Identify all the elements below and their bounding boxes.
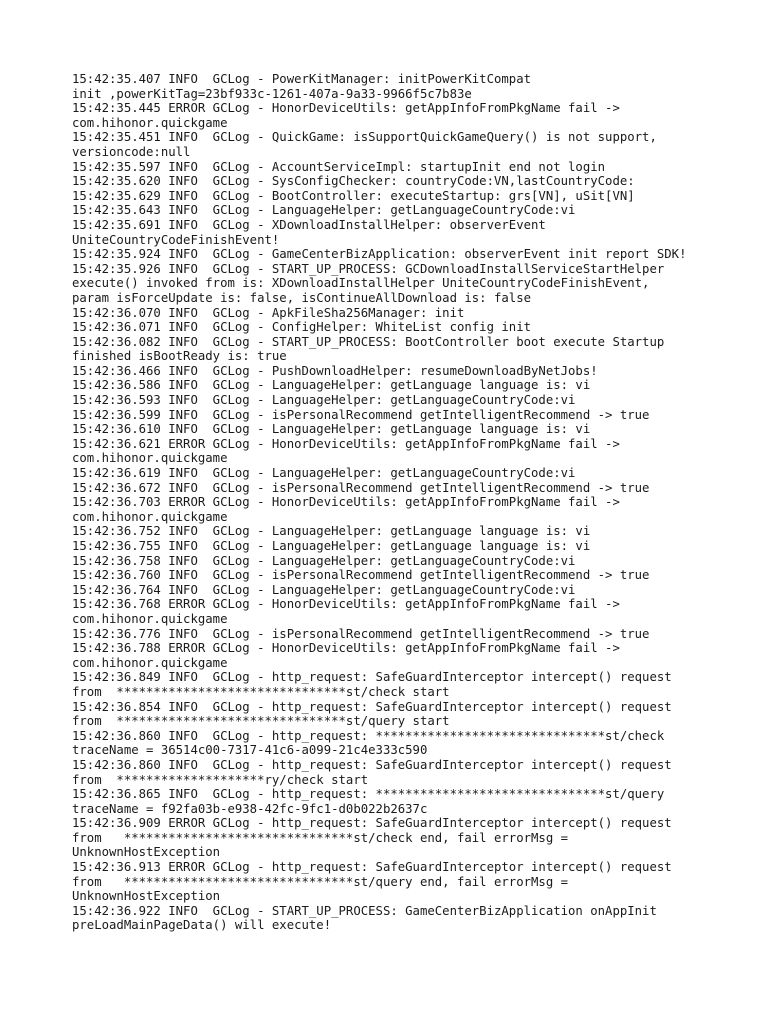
log-line: 15:42:36.071 INFO GCLog - ConfigHelper: WhiteList config init (72, 320, 532, 335)
log-line: 15:42:36.865 INFO GCLog - http_request: *******************************st/query (72, 787, 665, 802)
log-line: 15:42:35.629 INFO GCLog - BootController: executeStartup: grs[VN], uSit[VN] (72, 188, 635, 203)
log-line: 15:42:36.752 INFO GCLog - LanguageHelper: getLanguage language is: vi (72, 524, 591, 539)
log-line: param isForceUpdate is: false, isContinueAllDownload is: false (72, 290, 532, 305)
log-line: preLoadMainPageData() will execute! (72, 918, 332, 933)
log-line: 15:42:36.758 INFO GCLog - LanguageHelper: getLanguageCountryCode:vi (72, 553, 576, 568)
log-line: 15:42:36.466 INFO GCLog - PushDownloadHelper: resumeDownloadByNetJobs! (72, 363, 598, 378)
log-line: from *******************************st/check start (72, 684, 450, 699)
log-line: 15:42:36.586 INFO GCLog - LanguageHelper: getLanguage language is: vi (72, 378, 591, 393)
log-line: com.hihonor.quickgame (72, 509, 228, 524)
log-line: 15:42:36.621 ERROR GCLog - HonorDeviceUtils: getAppInfoFromPkgName fail -> (72, 436, 620, 451)
log-line: from *******************************st/query end, fail errorMsg = (72, 874, 569, 889)
log-line: 15:42:35.407 INFO GCLog - PowerKitManager: initPowerKitCompat (72, 72, 532, 86)
log-text-block (72, 72, 712, 933)
log-line: from ********************ry/check start (72, 772, 369, 787)
log-line: 15:42:35.643 INFO GCLog - LanguageHelper: getLanguageCountryCode:vi (72, 203, 576, 218)
log-line: from *******************************st/query start (72, 714, 450, 729)
log-line: com.hihonor.quickgame (72, 611, 228, 626)
log-line: com.hihonor.quickgame (72, 451, 228, 466)
log-line: 15:42:36.070 INFO GCLog - ApkFileSha256Manager: init (72, 305, 465, 320)
log-line: 15:42:35.597 INFO GCLog - AccountServiceImpl: startupInit end not login (72, 159, 606, 174)
log-line: 15:42:35.620 INFO GCLog - SysConfigChecker: countryCode:VN,lastCountryCode: (72, 174, 635, 189)
log-line: 15:42:36.909 ERROR GCLog - http_request: SafeGuardInterceptor intercept() request (72, 816, 672, 831)
log-line: traceName = f92fa03b-e938-42fc-9fc1-d0b022b2637c (72, 801, 428, 816)
log-line: 15:42:36.599 INFO GCLog - isPersonalRecommend getIntelligentRecommend -> true (72, 407, 650, 422)
log-line: execute() invoked from is: XDownloadInstallHelper UniteCountryCodeFinishEvent, (72, 276, 650, 291)
log-line: 15:42:36.610 INFO GCLog - LanguageHelper: getLanguage language is: vi (72, 422, 591, 437)
log-line: init ,powerKitTag=23bf933c-1261-407a-9a33-9966f5c7b83e (72, 86, 472, 101)
log-line: com.hihonor.quickgame (72, 655, 228, 670)
log-line: traceName = 36514c00-7317-41c6-a099-21c4e333c590 (72, 743, 428, 758)
log-line: 15:42:36.788 ERROR GCLog - HonorDeviceUtils: getAppInfoFromPkgName fail -> (72, 641, 620, 656)
log-line: 15:42:36.913 ERROR GCLog - http_request: SafeGuardInterceptor intercept() request (72, 860, 672, 875)
log-line: 15:42:36.755 INFO GCLog - LanguageHelper: getLanguage language is: vi (72, 539, 591, 553)
log-line: finished isBootReady is: true (72, 349, 287, 364)
log-line: UniteCountryCodeFinishEvent! (72, 232, 280, 247)
log-line: UnknownHostException (72, 845, 221, 860)
log-line: 15:42:36.619 INFO GCLog - LanguageHelper: getLanguageCountryCode:vi (72, 466, 576, 481)
log-line: 15:42:36.672 INFO GCLog - isPersonalRecommend getIntelligentRecommend -> true (72, 480, 650, 495)
log-line: 15:42:36.776 INFO GCLog - isPersonalRecommend getIntelligentRecommend -> true (72, 626, 650, 641)
log-line: 15:42:36.703 ERROR GCLog - HonorDeviceUtils: getAppInfoFromPkgName fail -> (72, 495, 620, 510)
log-line: 15:42:36.593 INFO GCLog - LanguageHelper: getLanguageCountryCode:vi (72, 393, 576, 408)
log-line: 15:42:36.764 INFO GCLog - LanguageHelper: getLanguageCountryCode:vi (72, 582, 576, 597)
log-line: versioncode:null (72, 144, 191, 159)
log-line: 15:42:35.924 INFO GCLog - GameCenterBizApplication: observerEvent init report SDK! (72, 247, 687, 262)
log-line: 15:42:36.849 INFO GCLog - http_request: SafeGuardInterceptor intercept() request (72, 670, 672, 685)
log-line: 15:42:36.860 INFO GCLog - http_request: *******************************st/check (72, 728, 665, 743)
log-line: 15:42:36.922 INFO GCLog - START_UP_PROCESS: GameCenterBizApplication onAppInit (72, 903, 657, 918)
log-line: 15:42:36.760 INFO GCLog - isPersonalRecommend getIntelligentRecommend -> true (72, 568, 650, 583)
log-line: 15:42:35.926 INFO GCLog - START_UP_PROCESS: GCDownloadInstallServiceStartHelper (72, 261, 665, 276)
log-line: 15:42:35.451 INFO GCLog - QuickGame: isSupportQuickGameQuery() is not support, (72, 130, 657, 145)
log-line: com.hihonor.quickgame (72, 115, 228, 130)
log-line: 15:42:35.445 ERROR GCLog - HonorDeviceUtils: getAppInfoFromPkgName fail -> (72, 101, 620, 116)
log-line: 15:42:36.768 ERROR GCLog - HonorDeviceUtils: getAppInfoFromPkgName fail -> (72, 597, 620, 612)
log-line: UnknownHostException (72, 889, 221, 904)
log-line: 15:42:36.860 INFO GCLog - http_request: SafeGuardInterceptor intercept() request (72, 757, 672, 772)
log-line: 15:42:36.854 INFO GCLog - http_request: SafeGuardInterceptor intercept() request (72, 699, 672, 714)
log-line: 15:42:36.082 INFO GCLog - START_UP_PROCESS: BootController boot execute Startup (72, 334, 665, 349)
log-line: from *******************************st/check end, fail errorMsg = (72, 830, 569, 845)
log-line: 15:42:35.691 INFO GCLog - XDownloadInstallHelper: observerEvent (72, 217, 546, 232)
